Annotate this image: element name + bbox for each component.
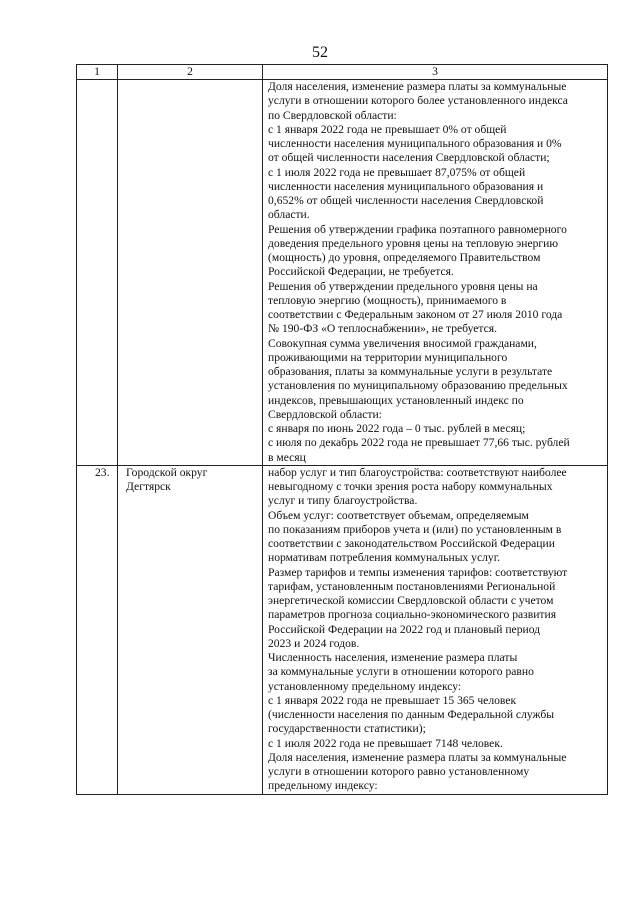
description-line: установленному предельному индексу:: [268, 679, 462, 693]
description-line: Российской Федерации на 2022 год и плановый период: [268, 622, 541, 636]
description-line: Доля населения, изменение размера платы за коммунальные: [268, 750, 567, 764]
description-line: за коммунальные услуги в отношении которого равно: [268, 665, 534, 679]
description-line: с 1 января 2022 года не превышает 0% от общей: [268, 122, 507, 136]
description-line: с июля по декабрь 2022 года не превышает 77,66 тыс. рублей: [268, 436, 570, 450]
description-line: проживающими на территории муниципального: [268, 350, 508, 364]
description-line: тарифам, установленным постановлениями Региональной: [268, 579, 556, 593]
description-line: доведения предельного уровня цены на тепловую энергию: [268, 236, 559, 250]
description-line: услуг и типу благоустройства.: [268, 494, 418, 508]
description-line: установления по муниципальному образованию предельных: [268, 379, 568, 393]
municipality-cell: [118, 80, 263, 466]
description-line: численности населения муниципального образования и 0%: [268, 137, 562, 150]
description-line: предельному индексу:: [268, 779, 378, 793]
description-line: соответствии с Федеральным законом от 27 июля 2010 года: [268, 308, 563, 321]
description-line: государственности статистики);: [268, 722, 426, 736]
description-line: Решения об утверждении графика поэтапного равномерного: [268, 222, 567, 236]
description-line: численности населения муниципального образования и: [268, 179, 544, 193]
description-line: по показаниям приборов учета и (или) по установленным в: [268, 522, 562, 536]
description-line: энергетической комиссии Свердловской области с учетом: [268, 594, 554, 607]
description-line: услуги в отношении которого более установленного индекса: [268, 94, 568, 108]
table-row-23: [77, 465, 608, 794]
description-line: Решения об утверждении предельного уровня цены на: [268, 279, 538, 293]
description-line: образования, платы за коммунальные услуги в результате: [268, 365, 553, 378]
description-line: нормативам потребления коммунальных услуг.: [268, 551, 501, 565]
description-cell: [263, 465, 608, 794]
description-line: (численности населения по данным Федеральной службы: [268, 708, 555, 721]
description-line: Численность населения, изменение размера платы: [268, 651, 518, 664]
municipality-cell: [118, 465, 263, 794]
description-line: 2023 и 2024 годов.: [268, 636, 360, 650]
row-number-cell: [77, 80, 118, 466]
header-row: [77, 65, 608, 80]
description-line: от общей численности населения Свердловской области;: [268, 151, 550, 165]
description-line: Объем услуг: соответствует объемам, определяемым: [268, 508, 529, 522]
description-line: области.: [268, 208, 310, 222]
municipality-name-line: Дегтярск: [126, 480, 171, 493]
description-line: 0,652% от общей численности населения Свердловской: [268, 194, 544, 207]
description-line: с 1 января 2022 года не превышает 15 365 человек: [268, 693, 517, 707]
description-line: с 1 июля 2022 года не превышает 7148 человек.: [268, 736, 503, 750]
document-table: [76, 64, 608, 795]
column-header-3: 3: [263, 65, 608, 80]
description-line: услуги в отношении которого равно установленному: [268, 765, 530, 778]
description-line: с 1 июля 2022 года не превышает 87,075% от общей: [268, 165, 526, 179]
description-line: Российской Федерации, не требуется.: [268, 265, 454, 279]
description-cell: [263, 80, 608, 466]
description-line: соответствии с законодательством Российской Федерации: [268, 537, 555, 550]
description-line: Доля населения, изменение размера платы за коммунальные: [268, 80, 567, 93]
description-line: тепловую энергию (мощность), принимаемого в: [268, 293, 507, 307]
table-row-continued: [77, 80, 608, 466]
description-line: по Свердловской области:: [268, 108, 397, 122]
description-line: (мощность) до уровня, определяемого Правительством: [268, 251, 541, 264]
description-line: в месяц: [268, 450, 306, 464]
row-number-cell: 23.: [77, 465, 118, 794]
description-line: Совокупная сумма увеличения вносимой гражданами,: [268, 336, 537, 350]
description-line: невыгодному с точки зрения роста набору коммунальных: [268, 480, 553, 493]
description-line: Размер тарифов и темпы изменения тарифов: соответствуют: [268, 565, 568, 579]
column-header-1: 1: [77, 65, 118, 80]
description-line: параметров прогноза социально-экономического развития: [268, 608, 557, 622]
description-line: Свердловской области:: [268, 407, 382, 421]
column-header-2: 2: [118, 65, 263, 80]
description-line: с января по июнь 2022 года – 0 тыс. рублей в месяц;: [268, 422, 526, 435]
municipality-name-line: Городской округ: [126, 465, 208, 479]
description-line: индексов, превышающих установленный индекс по: [268, 393, 524, 407]
page-number: 52: [312, 44, 328, 61]
description-line: № 190-ФЗ «О теплоснабжении», не требуется.: [268, 322, 497, 336]
description-line: набор услуг и тип благоустройства: соответствуют наиболее: [268, 465, 567, 479]
